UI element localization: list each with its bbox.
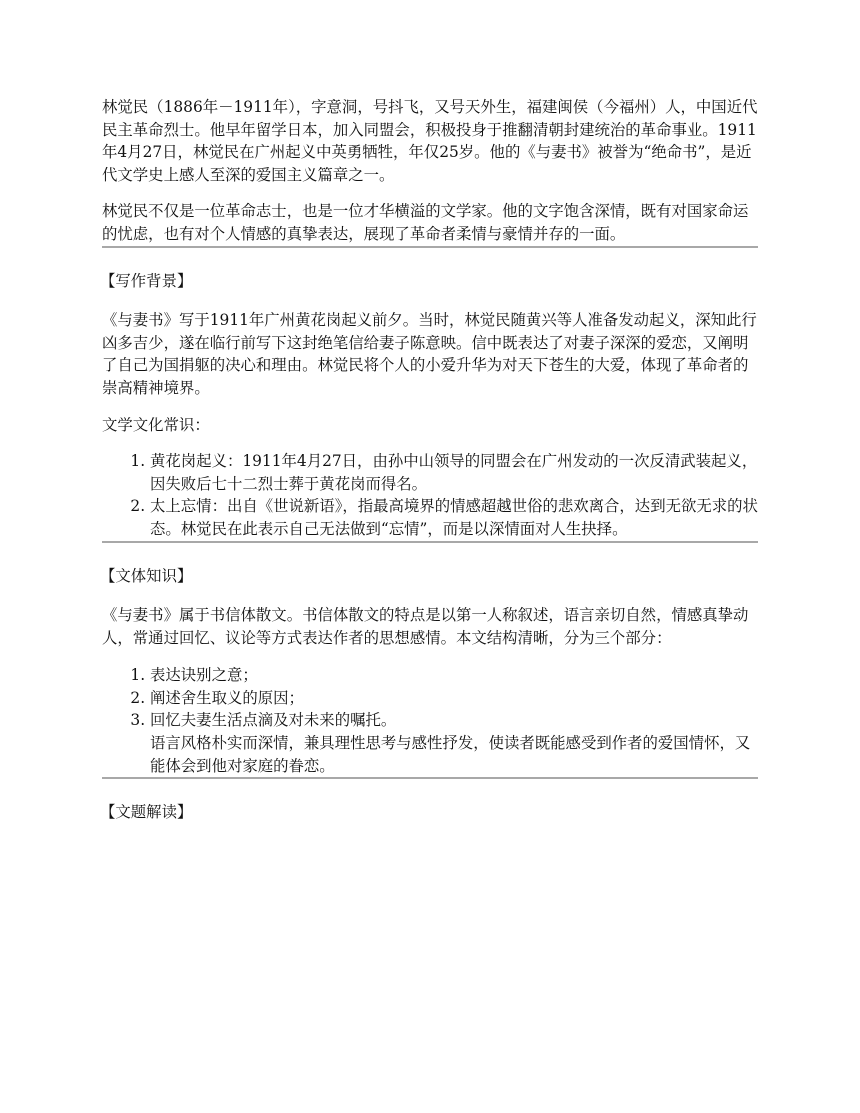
writing-background-paragraph: 《与妻书》写于1911年广州黄花岗起义前夕。当时，林觉民随黄兴等人准备发动起义，深知此行凶多吉少，遂在临行前写下这封绝笔信给妻子陈意映。信中既表达了对妻子深深的爱恋，又阐明了自己为国捐躯的决心和理由。林觉民将个人的小爱升华为对天下苍生的大爱，体现了革命者的崇高精神境界。 (102, 311, 757, 397)
list-item-text: 回忆夫妻生活点滴及对未来的嘱托。 (150, 711, 397, 730)
list-item: 2. 阐述舍生取义的原因； (150, 687, 758, 710)
style-note: 语言风格朴实而深情，兼具理性思考与感性抒发，使读者既能感受到作者的爱国情怀，又能体会到他对家庭的眷恋。 (150, 734, 751, 775)
list-item: 1. 表达诀别之意； (150, 664, 758, 687)
section-divider (102, 777, 758, 779)
author-writer-paragraph: 林觉民不仅是一位革命志士，也是一位才华横溢的文学家。他的文字饱含深情，既有对国家命运的忧虑，也有对个人情感的真挚表达，展现了革命者柔情与豪情并存的一面。 (102, 202, 749, 243)
section-divider (102, 246, 758, 248)
writing-background-heading: 【写作背景】 (100, 271, 193, 290)
list-item (150, 709, 758, 777)
literary-knowledge-label: 文学文化常识： (102, 415, 210, 434)
list-item: 1. 黄花岗起义：1911年4月27日，由孙中山领导的同盟会在广州发动的一次反清武装起义，因失败后七十二烈士葬于黄花岗而得名。 (150, 450, 758, 495)
list-item: 2. 太上忘情：出自《世说新语》，指最高境界的情感超越世俗的悲欢离合，达到无欲无求的状态。林觉民在此表示自己无法做到“忘情”，而是以深情面对人生抉择。 (150, 495, 758, 540)
genre-knowledge-paragraph: 《与妻书》属于书信体散文。书信体散文的特点是以第一人称叙述，语言亲切自然，情感真挚动人，常通过回忆、议论等方式表达作者的思想感情。本文结构清晰，分为三个部分： (102, 606, 749, 647)
literary-knowledge-list (102, 450, 758, 540)
author-bio-paragraph: 林觉民（1886年－1911年），字意洞，号抖飞，又号天外生，福建闽侯（今福州）人，中国近代民主革命烈士。他早年留学日本，加入同盟会，积极投身于推翻清朝封建统治的革命事业。1911年4月27日，林觉民在广州起义中英勇牺牲，年仅25岁。他的《与妻书》被誉为“绝命书”，是近代文学史上感人至深的爱国主义篇章之一。 (102, 98, 758, 184)
title-reading-heading: 【文题解读】 (100, 803, 193, 822)
structure-parts-list (102, 664, 758, 777)
section-divider (102, 541, 758, 543)
document-page (102, 96, 758, 824)
genre-knowledge-heading: 【文体知识】 (100, 566, 193, 585)
